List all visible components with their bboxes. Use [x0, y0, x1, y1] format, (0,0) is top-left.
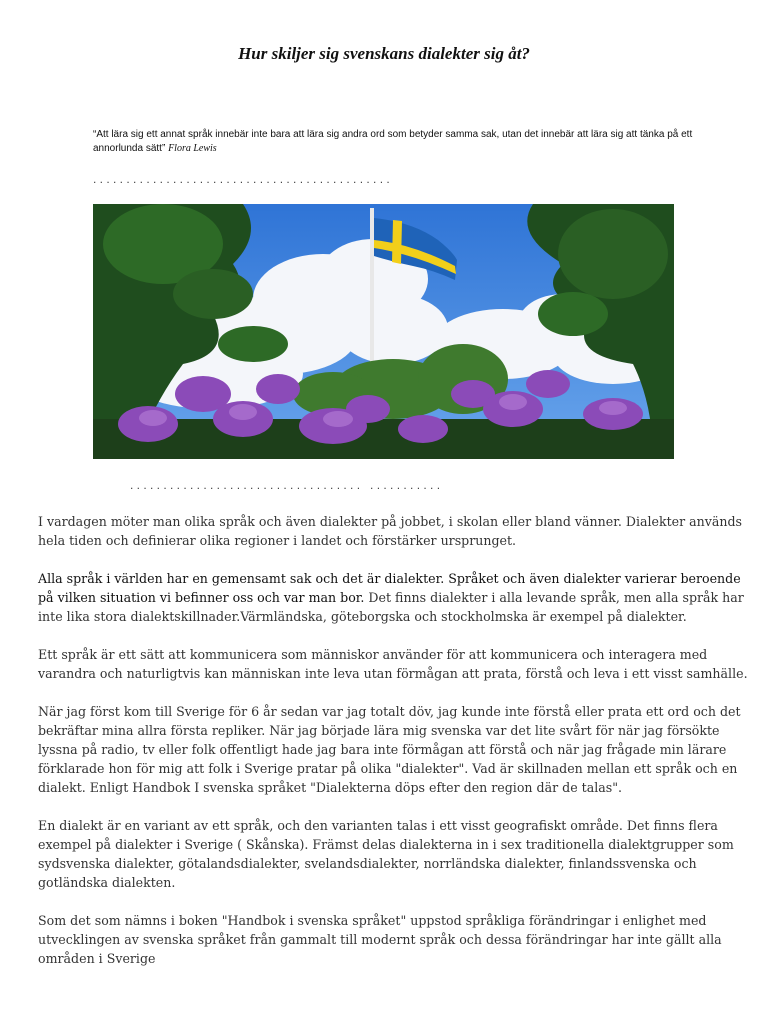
dotted-separator-bottom: . . . . . . . . . . . . . . . . . . . . . . . . . . . . . . . . . . . . . . . . . . . . . .	[130, 478, 441, 492]
quote-block	[93, 128, 733, 156]
paragraph-lead: Alla språk i världen har en gemensamt sak och det är dialekter. Språket och även dialekter varierar beroende på vilken situation vi befinner oss och var man bor.	[38, 571, 741, 605]
paragraph: När jag först kom till Sverige för 6 år sedan var jag totalt döv, jag kunde inte förstå eller prata ett ord och det bekräftar mina allra första repliker. När jag började lära mig svenska var det lite svårt för när jag försökte lyssna på radio, tv eller folk offentligt hade jag bara inte förmågan att förstå och när jag frågade min lärare förklarade hon för mig att folk i Sverige pratar på olika "dialekter". Vad är skillnaden mellan ett språk och en dialekt. Enligt Handbok I svenska språket "Dialekterna döps efter den region där de talas".	[38, 704, 741, 795]
paragraph: I vardagen möter man olika språk och även dialekter på jobbet, i skolan eller bland vänner. Dialekter används hela tiden och definierar olika regioner i landet och förstärker ursprunget.	[38, 514, 743, 548]
paragraph: En dialekt är en variant av ett språk, och den varianten talas i ett visst geografiskt område. Det finns flera exempel på dialekter i Sverige ( Skånska). Främst delas dialekterna in i sex traditionella dialektgrupper som sydsvenska dialekter, götalandsdialekter, svelandsdialekter, norrländska dialekter, finlandssvenska och gotländska dialekten.	[38, 818, 734, 890]
photo-swedish-flag-icon	[93, 204, 674, 459]
article-body	[38, 512, 754, 987]
dotted-separator-top: . . . . . . . . . . . . . . . . . . . . . . . . . . . . . . . . . . . . . . . . . . . . .	[93, 172, 390, 186]
document-title: Hur skiljer sig svenskans dialekter sig åt?	[238, 44, 530, 63]
quote-text: “Att lära sig ett annat språk innebär inte bara att lära sig andra ord som betyder samma sak, utan det innebär att lära sig att tänka på ett annorlunda sätt”	[93, 129, 693, 154]
quote-author: Flora Lewis	[168, 143, 217, 154]
paragraph: Som det som nämns i boken "Handbok i svenska språket" uppstod språkliga förändringar i enlighet med utvecklingen av svenska språket från gammalt till modernt språk och dessa förändringar har inte gällt alla områden i Sverige	[38, 913, 722, 966]
flag-photo	[93, 204, 674, 459]
paragraph: Ett språk är ett sätt att kommunicera som människor använder för att kommunicera och interagera med varandra och naturligtvis kan människan inte leva utan förmågan att prata, förstå och leva i ett visst samhälle.	[38, 647, 748, 681]
paragraph: Alla språk i världen har en gemensamt sak och det är dialekter. Språket och även dialekter varierar beroende på vilken situation vi befinner oss och var man bor. Det finns dialekter i alla levande språk, men alla språk har inte lika stora dialektskillnader.Värmländska, göteborgska och stockholmska är exempel på dialekter.	[38, 571, 744, 624]
